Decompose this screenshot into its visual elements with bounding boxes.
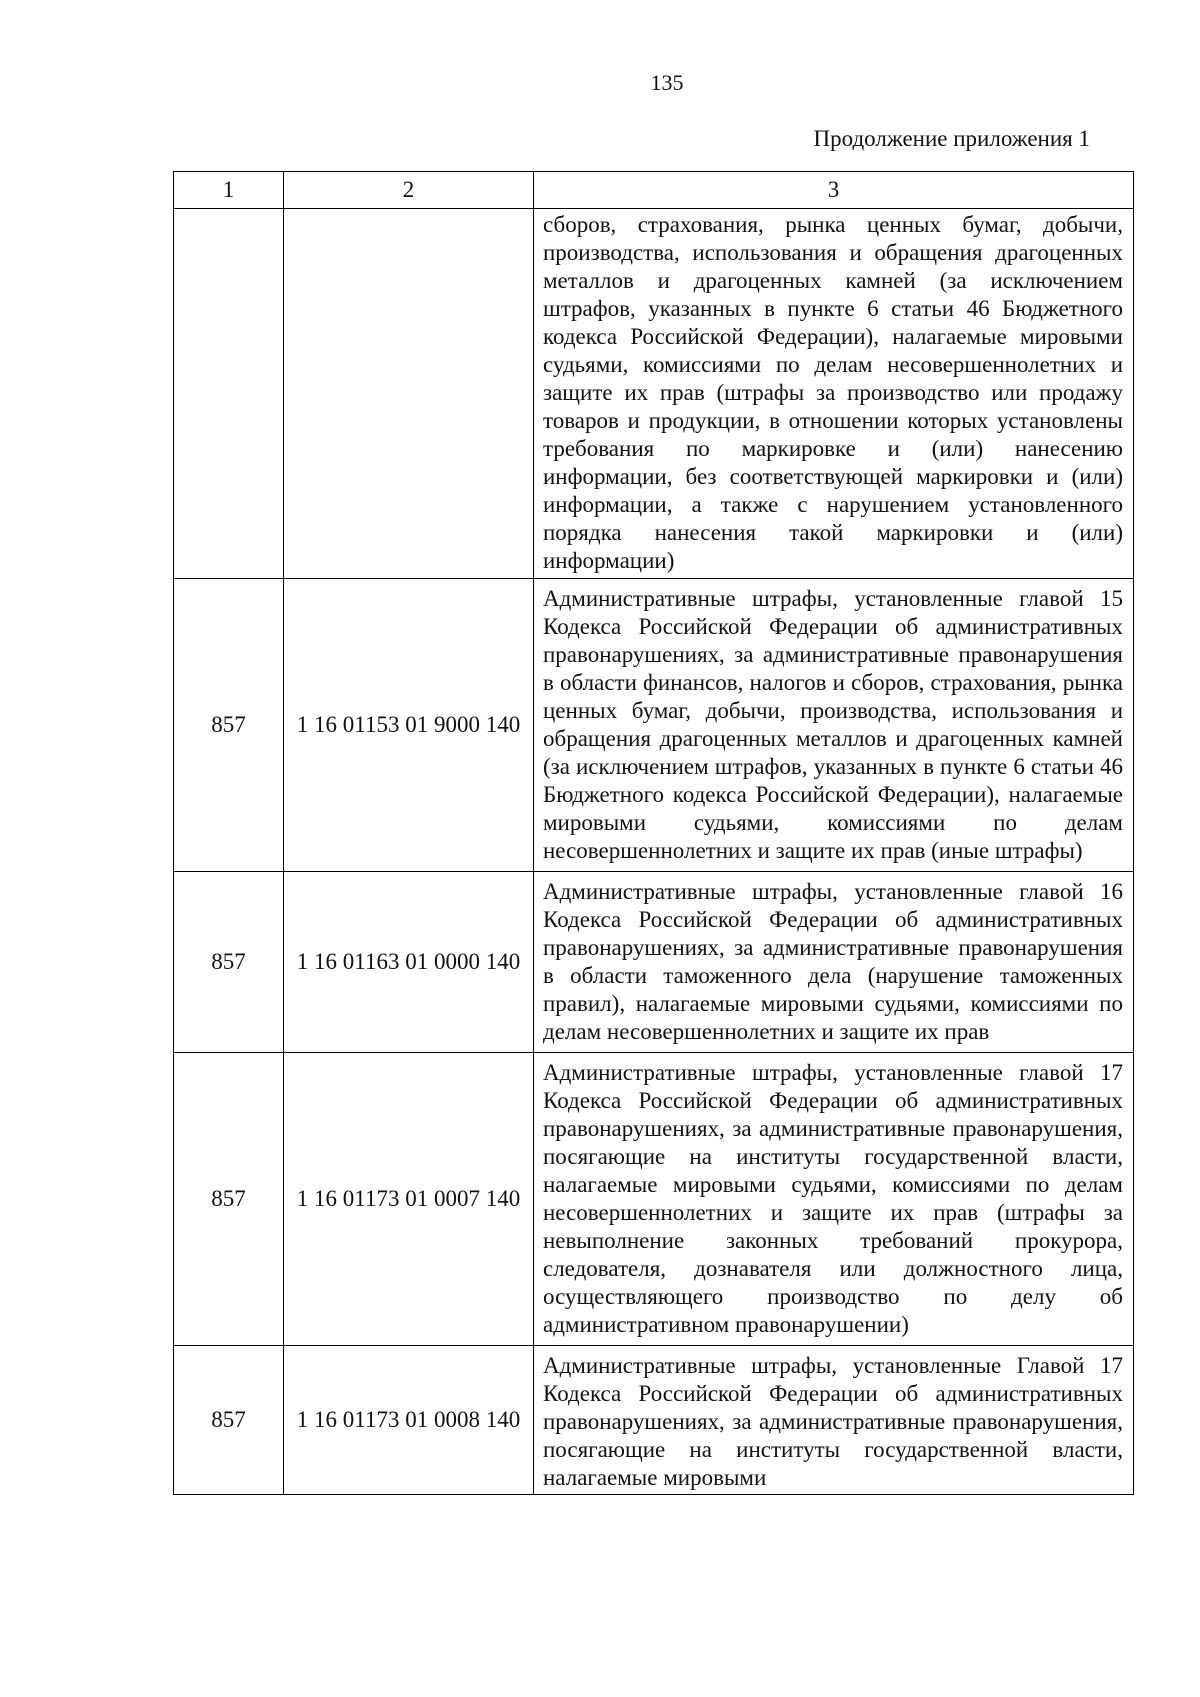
header-col-2: 2 — [284, 172, 534, 209]
revenue-codes-table — [173, 171, 1134, 1495]
header-col-1: 1 — [174, 172, 284, 209]
header-col-3: 3 — [534, 172, 1134, 209]
budget-code-cell: 1 16 01163 01 0000 140 — [284, 872, 534, 1053]
admin-code-cell: 857 — [174, 1346, 284, 1495]
revenue-name-cell: сборов, страхования, рынка ценных бумаг, добычи, производства, использования и обращения драгоценных металлов и драгоценных камней (за исключением штрафов, указанных в пункте 6 статьи 46 Бюджетного кодекса Российской Федерации), налагаемые мировыми судьями, комиссиями по делам несовершеннолетних и защите их прав (штрафы за производство или продажу товаров и продукции, в отношении которых установлены требования по маркировке и (или) нанесению информации, без соответствующей маркировки и (или) информации, а также с нарушением установленного порядка нанесения такой маркировки и (или) информации) — [534, 209, 1134, 579]
table-row — [174, 872, 1134, 1053]
budget-code-cell: 1 16 01173 01 0007 140 — [284, 1053, 534, 1346]
revenue-name-cell: Административные штрафы, установленные главой 16 Кодекса Российской Федерации об административных правонарушениях, за административные правонарушения в области таможенного дела (нарушение таможенных правил), налагаемые мировыми судьями, комиссиями по делам несовершеннолетних и защите их прав — [534, 872, 1134, 1053]
admin-code-cell: 857 — [174, 872, 284, 1053]
page-number: 135 — [650, 70, 684, 95]
admin-code-cell: 857 — [174, 1053, 284, 1346]
budget-code-cell: 1 16 01153 01 9000 140 — [284, 579, 534, 872]
budget-code-cell — [284, 209, 534, 579]
budget-code-cell: 1 16 01173 01 0008 140 — [284, 1346, 534, 1495]
admin-code-cell: 857 — [174, 579, 284, 872]
continuation-heading: Продолжение приложения 1 — [813, 126, 1090, 151]
revenue-name-cell: Административные штрафы, установленные главой 17 Кодекса Российской Федерации об административных правонарушениях, за административные правонарушения, посягающие на институты государственной власти, налагаемые мировыми судьями, комиссиями по делам несовершеннолетних и защите их прав (штрафы за невыполнение законных требований прокурора, следователя, дознавателя или должностного лица, осуществляющего производство по делу об административном правонарушении) — [534, 1053, 1134, 1346]
table-header-row — [174, 172, 1134, 209]
table-row — [174, 1346, 1134, 1495]
admin-code-cell — [174, 209, 284, 579]
revenue-name-cell: Административные штрафы, установленные Главой 17 Кодекса Российской Федерации об административных правонарушениях, за административные правонарушения, посягающие на институты государственной власти, налагаемые мировыми — [534, 1346, 1134, 1495]
table-row — [174, 209, 1134, 579]
revenue-name-cell: Административные штрафы, установленные главой 15 Кодекса Российской Федерации об административных правонарушениях, за административные правонарушения в области финансов, налогов и сборов, страхования, рынка ценных бумаг, добычи, производства, использования и обращения драгоценных металлов и драгоценных камней (за исключением штрафов, указанных в пункте 6 статьи 46 Бюджетного кодекса Российской Федерации), налагаемые мировыми судьями, комиссиями по делам несовершеннолетних и защите их прав (иные штрафы) — [534, 579, 1134, 872]
table-row — [174, 579, 1134, 872]
table-row — [174, 1053, 1134, 1346]
